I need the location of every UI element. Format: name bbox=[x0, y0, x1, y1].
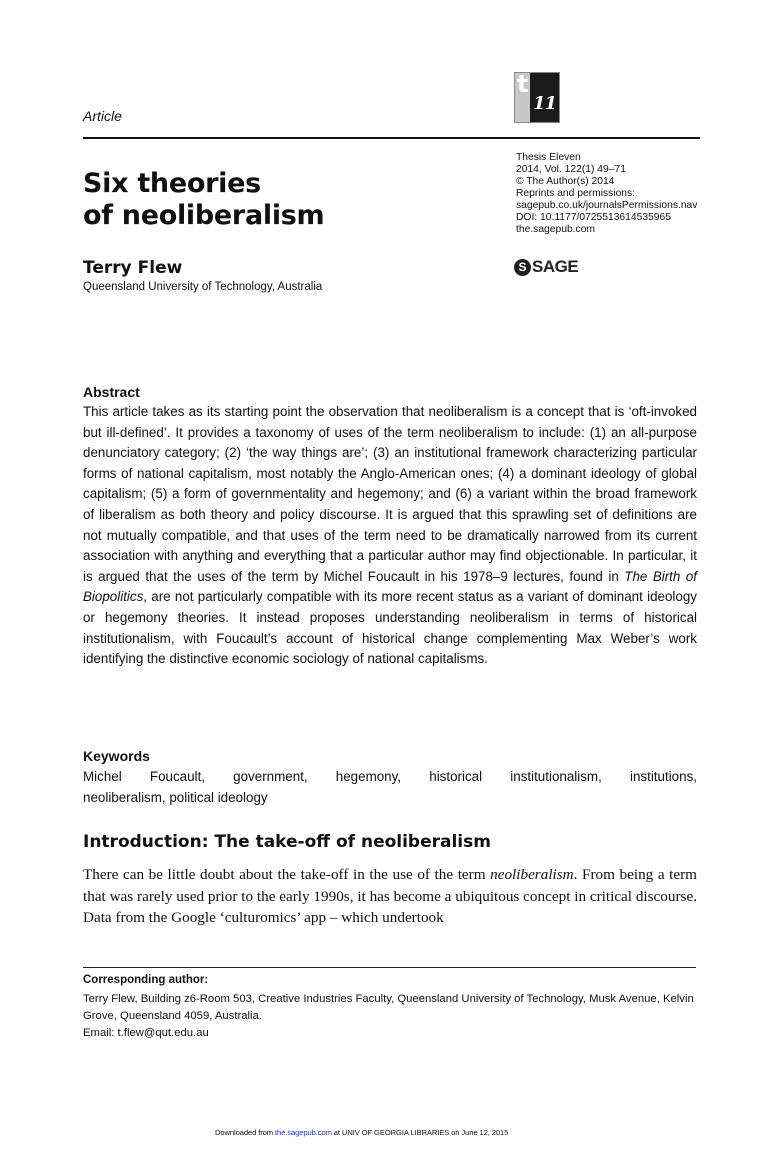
download-source-link[interactable]: the.sagepub.com bbox=[275, 1128, 332, 1137]
permissions-link[interactable]: sagepub.co.uk/journalsPermissions.nav bbox=[516, 200, 698, 211]
reprints-label: Reprints and permissions: bbox=[516, 188, 636, 199]
intro-term: neoliberalism bbox=[490, 866, 574, 883]
publisher-logo bbox=[514, 257, 578, 277]
article-title-line-1: Six theories bbox=[83, 168, 261, 199]
journal-site-link[interactable]: the.sagepub.com bbox=[516, 224, 595, 235]
publisher-logo-text: SAGE bbox=[532, 257, 579, 276]
journal-volume: 2014, Vol. 122(1) 49–71 bbox=[516, 164, 626, 175]
abstract-book-title: The Birth of Biopolitics bbox=[83, 568, 697, 605]
keywords-line-1: Michel Foucault, government, hegemony, historical institutionalism, institutions, bbox=[83, 769, 697, 784]
keywords-line-2: neoliberalism, political ideology bbox=[83, 789, 268, 805]
download-prefix: Downloaded from bbox=[215, 1128, 276, 1137]
author-affiliation: Queensland University of Technology, Australia bbox=[83, 281, 323, 293]
corresponding-author-details bbox=[83, 991, 703, 1043]
sage-globe-icon: S bbox=[514, 259, 531, 276]
intro-text-2: . From being a term that was rarely used prior to the early 1990s, it has become a ubiquitous concept in critical discourse. Data from the Google ‘culturomics’ app – which undertook bbox=[83, 866, 697, 926]
footnote-divider bbox=[83, 967, 696, 968]
doi[interactable]: DOI: 10.1177/0725513614535965 bbox=[516, 212, 671, 223]
intro-text-1: There can be little doubt about the take-off in the use of the term bbox=[83, 866, 491, 883]
author-name: Terry Flew bbox=[83, 258, 183, 278]
header-divider bbox=[83, 137, 700, 139]
article-title-line-2: of neoliberalism bbox=[83, 200, 325, 231]
copyright: © The Author(s) 2014 bbox=[516, 176, 615, 187]
introduction-heading: Introduction: The take-off of neoliberalism bbox=[83, 832, 491, 852]
keywords-list bbox=[83, 767, 697, 808]
keywords-heading: Keywords bbox=[83, 748, 150, 764]
abstract-text-2: , are not particularly compatible with its more recent status as a variant of dominant ideology or hegemony theories. It instead proposes understanding neoliberalism in terms of historical institutionalism, with Foucault’s account of historical change complementing Max Weber’s work identifying the distinctive economic sociology of national capitalisms. bbox=[83, 589, 697, 667]
journal-name: Thesis Eleven bbox=[516, 152, 581, 163]
journal-logo bbox=[514, 72, 560, 123]
corresponding-author-email[interactable]: Email: t.flew@qut.edu.au bbox=[83, 1027, 209, 1040]
article-title bbox=[83, 168, 324, 232]
corresponding-author-address: Terry Flew, Building z6-Room 503, Creative Industries Faculty, Queensland University of Technology, Musk Avenue, Kelvin Grove, Queensland 4059, Australia. bbox=[83, 993, 694, 1023]
journal-logo-letter: t bbox=[517, 70, 529, 98]
download-suffix: at UNIV OF GEORGIA LIBRARIES on June 12, 2015 bbox=[331, 1128, 509, 1137]
journal-logo-number: 11 bbox=[533, 93, 557, 114]
abstract-text-1: This article takes as its starting point the observation that neoliberalism is a concept that is ‘oft-invoked but ill-defined’. It provides a taxonomy of uses of the term neoliberalism to include: (1) an all-purpose denunciatory category; (2) ‘the way things are’; (3) an institutional framework characterizing particular forms of national capitalism, most notably the Anglo-American ones; (4) a dominant ideology of global capitalism; (5) a form of governmentality and hegemony; and (6) a variant within the broad framework of liberalism as both theory and policy discourse. It is argued that this sprawling set of definitions are not mutually compatible, and that uses of the term need to be dramatically narrowed from its current association with anything and everything that a particular author may find objectionable. In particular, it is argued that the uses of the term by Michel Foucault in his 1978–9 lectures, found in bbox=[83, 404, 697, 584]
introduction-body bbox=[83, 864, 697, 929]
article-type-label: Article bbox=[83, 108, 122, 124]
download-notice bbox=[215, 1128, 508, 1137]
abstract-heading: Abstract bbox=[83, 384, 140, 400]
corresponding-author-heading: Corresponding author: bbox=[83, 974, 209, 986]
journal-meta bbox=[516, 152, 697, 236]
abstract-body bbox=[83, 402, 697, 670]
